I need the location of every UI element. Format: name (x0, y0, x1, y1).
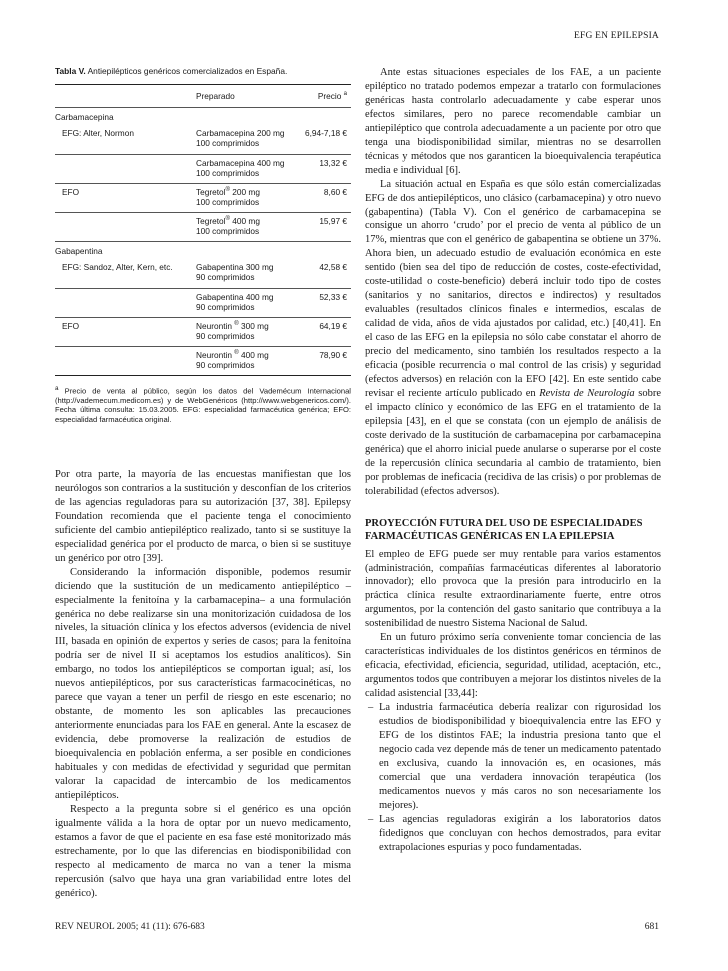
row-name: EFG: Alter, Normon (62, 128, 134, 138)
col-header-precio-text: Precio (317, 91, 342, 101)
prep-line1-tail: 300 mg (238, 321, 269, 331)
table-group-label: Carbamacepina (55, 107, 351, 125)
table-row (55, 154, 351, 183)
journal-name: Revista de Neurología (539, 387, 635, 399)
page-number: 681 (644, 922, 659, 932)
registered-mark: ® (225, 216, 230, 223)
prep-line2: 100 comprimidos (196, 197, 260, 207)
prep-line2: 90 comprimidos (196, 302, 255, 312)
running-title: EFG EN EPILEPSIA (573, 31, 659, 41)
row-price: 8,60 € (323, 187, 347, 197)
registered-mark: ® (234, 321, 239, 328)
table-bottom-rule (55, 375, 351, 376)
table-row (55, 317, 351, 346)
prep-line2: 90 comprimidos (196, 272, 255, 282)
footer-citation: REV NEUROL 2005; 41 (11): 676-683 (55, 922, 205, 932)
prep-line1-tail: 200 mg (229, 187, 260, 197)
paragraph-part: sobre el impacto clínico y económico de las EFG en el tratamiento de la epilepsia [43], en el que se constata (con un ejemplo de análisis de coste derivado de la sustitución de carbamacepina por carbamacepina genérica) que el ahorro inicial puede anularse o superarse por el coste de la repercusión clínica secundaria al cambio de tratamiento, bien por problemas de ineficacia (recidiva de las crisis) o por problemas de tolerabilidad (efectos adversos). (365, 387, 661, 497)
row-price: 42,58 € (319, 262, 347, 272)
right-column (365, 66, 661, 855)
table-caption-label: Tabla V. (55, 66, 86, 76)
paragraph-part: La situación actual en España es que sólo están comercializadas EFG de dos antiepilépticos, uno clásico (carbamacepina) y otro nuevo (gabapentina) (Tabla V). Con el genérico de carbamacepina se consigue un ahorro ‘crudo’ por el precio de venta al público de un 17%, mientras que con el genérico de gabapentina se obtiene un 37%. Ahora bien, un adecuado estudio de evaluación económica en este sentido (bien sea del tipo de reducción de costes, coste-efectividad, coste-utilidad o coste-beneficio) deberá incluir todo tipo de costes (sanitarios y no sanitarios, directos e indirectos) y resultados evaluables (resultados clínicos finales e intermedios, escalas de calidad de vida, años de vida ajustados por calidad, etc.) [40,41]. En el caso de las EFG en la epilepsia no sólo cabe constatar el ahorro de precio del medicamento, sino también los resultados respecto a la eficacia (posible recurrencia o mal control de las crisis) y seguridad (efectos adversos) en relación con la EFO [42]. En este sentido cabe revisar el reciente artículo publicado en (365, 178, 661, 399)
prep-line1-tail: 400 mg (229, 216, 260, 226)
prep-line1: Gabapentina 400 mg (196, 292, 274, 302)
table-group-label: Gabapentina (55, 241, 351, 259)
row-price: 52,33 € (319, 292, 347, 302)
paragraph (365, 178, 661, 499)
registered-mark: ® (225, 187, 230, 194)
paragraph: Respecto a la pregunta sobre si el genérico es una opción igualmente válida a la hora de optar por un nuevo medicamento, estamos a favor de que el paciente en esa fase esté monitorizado más estrechamente, por lo que las diferencias en biodisponibilidad con respecto al medicamento de marca no van a tener la misma repercusión (salvo que haya una gran variabilidad entre lotes del genérico). (55, 803, 351, 899)
prep-line1: Neurontin (196, 350, 232, 360)
row-preparado (196, 350, 296, 370)
dash-list (365, 701, 661, 854)
col-header-precio (318, 91, 347, 101)
col-header-preparado: Preparado (196, 91, 235, 101)
table-row (55, 288, 351, 317)
prep-line2: 90 comprimidos (196, 360, 255, 370)
paragraph: El empleo de EFG puede ser muy rentable para varios estamentos (administración, compañías farmacéuticas diferentes al laboratorio innovador); ello provoca que la presión para introducirlo en la práctica clínica resulte extraordinariamente fuerte, entre otros argumentos, por la contención del gasto sanitario que contribuya a la sostenibilidad de nuestro Sistema Nacional de Salud. (365, 548, 661, 630)
row-price: 6,94-7,18 € (305, 128, 347, 138)
table-v (55, 66, 351, 424)
row-price: 13,32 € (319, 158, 347, 168)
row-preparado (196, 262, 296, 282)
paragraph: Considerando la información disponible, podemos resumir diciendo que la sustitución de un medicamento antiepiléptico –especialmente la fenitoína y la carbamacepina– a una formulación genérica no debe realizarse sin una monitorización cuidadosa de los niveles, la situación clínica y los efectos adversos (evidencia de nivel III, basada en opinión de expertos y series de casos; para la fenitoína podría ser de nivel II si aceptamos los estudios analíticos). Sin embargo, no todos los antiepilépticos se comportan igual; así, los nuevos antiepilépticos, por sus características farmacocinéticas, no parece que vayan a tener un perfil de riesgo en este escenario; no obstante, de momento les son aplicables las precauciones anteriormente enunciadas para los FAE en general. Ante la escasez de evidencia, debe promoverse la realización de estudios de bioequivalencia en población enferma, a ser posible en condiciones habituales y con medidas de efectividad y seguridad que permitan valorar la capacidad de intercambio de los medicamentos antiepilépticos. (55, 566, 351, 801)
prep-line2: 100 comprimidos (196, 138, 260, 148)
paragraph: En un futuro próximo sería conveniente tomar conciencia de las características individuales de los distintos genéricos en términos de eficacia, efectividad, eficiencia, seguridad, utilidad, aceptación, etc., argumentos todos que contribuyen a mejorar los distintos niveles de la calidad asistencial [33,44]: (365, 632, 661, 700)
row-name: EFO (62, 321, 80, 331)
row-preparado (196, 187, 296, 207)
row-preparado (196, 321, 296, 341)
table-row (55, 212, 351, 241)
row-name: EFG: Sandoz, Alter, Kern, etc. (62, 262, 173, 272)
table-row (55, 346, 351, 375)
table-row (55, 259, 351, 288)
prep-line1: Neurontin (196, 321, 232, 331)
prep-line2: 90 comprimidos (196, 331, 255, 341)
paragraph: Ante estas situaciones especiales de los FAE, a un paciente epiléptico no tratado podemos empezar a tratarlo con formulaciones genéricas hasta controlarlo adecuadamente y cabe esperar unos efectos similares, pero no parece recomendable cambiar un antiepiléptico que controla adecuadamente a un paciente por otro que tenga una biodisponibilidad similar, mientras no se desarrollen técnicas y métodos que nos garanticen la bioequivalencia terapéutica media e individual [6]. (365, 67, 661, 176)
row-preparado (196, 292, 296, 312)
prep-line1: Carbamacepina 200 mg (196, 128, 285, 138)
prep-line1: Gabapentina 300 mg (196, 262, 274, 272)
prep-line2: 100 comprimidos (196, 168, 260, 178)
prep-line1: Carbamacepina 400 mg (196, 158, 285, 168)
prep-line1: Tegretol (196, 216, 226, 226)
table-row (55, 125, 351, 154)
registered-mark: ® (234, 350, 239, 357)
table-footnote-sup: a (55, 385, 59, 392)
prep-line1: Tegretol (196, 187, 226, 197)
row-price: 64,19 € (319, 321, 347, 331)
list-item: – La industria farmacéutica debería realizar con rigurosidad los estudios de biodisponibilidad y bioequivalencia entre las EFO y EFG de los distintos FAE; la industria presiona tanto que el negocio cada vez depende más de tener un medicamento patentado en exclusiva, cuando la innovación es, en ocasiones, más comercial que una verdadera innovación terapéutica (los medicamentos nuevos y más caros no son necesariamente los mejores). (365, 701, 661, 813)
table-header (55, 85, 351, 107)
row-preparado (196, 158, 296, 178)
row-name: EFO (62, 187, 80, 197)
table-footnote (55, 384, 351, 424)
left-column (55, 468, 351, 901)
prep-line1-tail: 400 mg (238, 350, 269, 360)
row-preparado (196, 128, 296, 148)
section-heading: PROYECCIÓN FUTURA DEL USO DE ESPECIALIDADES FARMACÉUTICAS GENÉRICAS EN LA EPILEPSIA (365, 517, 643, 543)
table-caption (55, 66, 351, 76)
row-price: 78,90 € (319, 350, 347, 360)
list-item: – Las agencias reguladoras exigirán a los laboratorios datos fidedignos que concluyan con hechos demostrados, para evitar extrapolaciones espurias y poco fundamentadas. (365, 813, 661, 855)
table-caption-text: Antiepilépticos genéricos comercializados en España. (85, 66, 288, 76)
col-header-precio-sup: a (343, 91, 347, 98)
paragraph: Por otra parte, la mayoría de las encuestas manifiestan que los neurólogos son contrarios a la sustitución y desconfían de los criterios de las agencias reguladoras para su autorización [37, 38]. Epilepsy Foundation recomienda que el paciente tenga el conocimiento suficiente del cambio antiepiléptico realizado, tanto si se sustituye la especialidad genérica por el producto de marca, o bien si se sustituye un genérico por otro [39]. (55, 469, 351, 564)
table-footnote-text: Precio de venta al público, según los datos del Vademécum Internacional (http://vademecum.medicom.es) y de WebGenéricos (http://www.webgenericos.com/). Fecha última consulta: 15.03.2005. EFG: especialidad farmacéutica genérica; EFO: especialidad farmacéutica original. (55, 386, 351, 424)
table-row (55, 183, 351, 212)
row-price: 15,97 € (319, 216, 347, 226)
row-preparado (196, 216, 296, 236)
prep-line2: 100 comprimidos (196, 226, 260, 236)
